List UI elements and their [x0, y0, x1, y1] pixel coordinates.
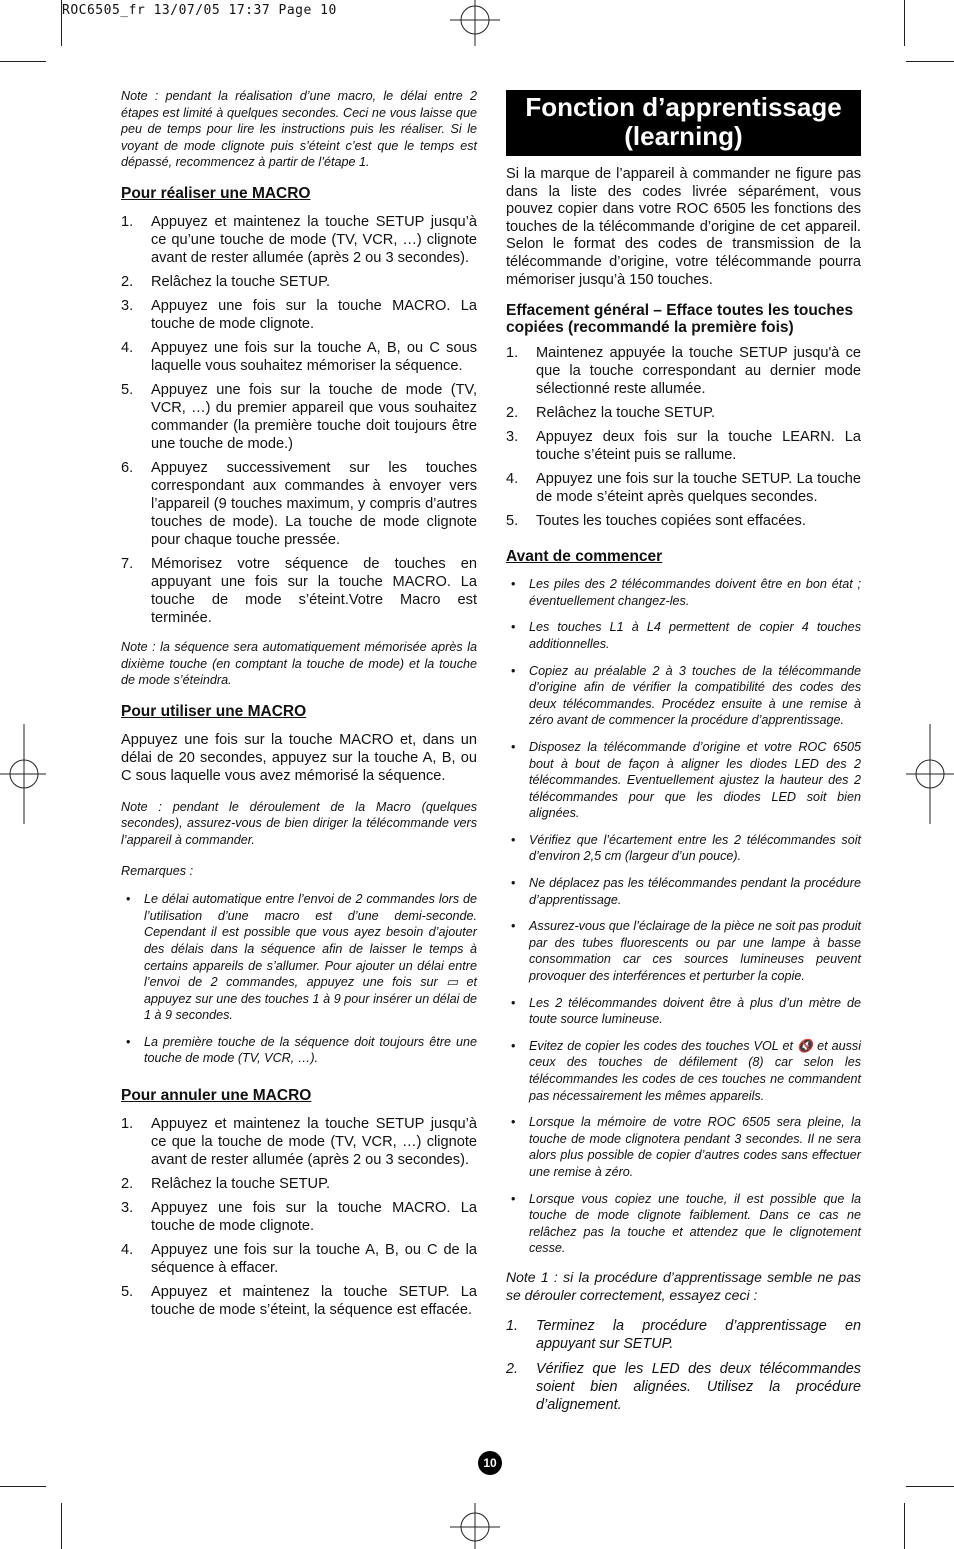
- list-item: • Lorsque vous copiez une touche, il est possible que la touche de mode clignote faiblement. Dans ce cas ne relâchez pas la touche et attendez que le clignotement cesse.: [506, 1191, 861, 1257]
- list-item: 3. Appuyez une fois sur la touche MACRO. La touche de mode clignote.: [121, 297, 477, 332]
- registration-mark-icon: [0, 724, 46, 824]
- list-item: 2. Relâchez la touche SETUP.: [121, 1176, 331, 1193]
- registration-mark-icon: [450, 0, 500, 46]
- list-item: • Disposez la télécommande d’origine et votre ROC 6505 bout à bout de façon à aligner les diodes LED des 2 télécommandes. Eventuellement ajustez la hauteur des 2 télécommandes pour que les diodes LED soit bien alignées.: [506, 739, 861, 822]
- crop-mark: [61, 1503, 62, 1549]
- list-item: 5. Appuyez une fois sur la touche de mode (TV, VCR, …) du premier appareil que vous souhaitez commander (la première touche doit toujours être une touche de mode.): [121, 381, 477, 452]
- utiliser-text: Appuyez une fois sur la touche MACRO et, dans un délai de 20 secondes, appuyez sur la touche A, B, ou C sous laquelle vous avez mémorisé la séquence.: [121, 731, 477, 784]
- note-final: Note 1 : si la procédure d’apprentissage semble ne pas se dérouler correctement, essayez ceci :: [506, 1268, 861, 1303]
- list-item: 1. Appuyez et maintenez la touche SETUP jusqu’à ce qu’une touche de mode (TV, VCR, …) clignote avant de rester allumée (après 2 ou 3 secondes).: [121, 213, 477, 266]
- list-item: • Copiez au préalable 2 à 3 touches de la télécommande d’origine afin de vérifier la compatibilité des codes des deux télécommandes. Procédez ensuite à une remise à zéro avant de commencer la procédure d’apprentissage.: [506, 663, 861, 729]
- list-item: • Les piles des 2 télécommandes doivent être en bon état ; éventuellement changez-les.: [506, 576, 861, 609]
- list-item: • Les touches L1 à L4 permettent de copier 4 touches additionnelles.: [506, 619, 861, 652]
- note-auto-memorize: Note : la séquence sera automatiquement mémorisée après la dixième touche (en comptant la touche de mode) et la touche de mode s’éteindra.: [121, 639, 477, 688]
- list-item: 4. Appuyez une fois sur la touche SETUP. La touche de mode s’éteint après quelques secondes.: [506, 471, 861, 506]
- list-item: 2. Vérifiez que les LED des deux télécommandes soient bien alignées. Utilisez la procédure d’alignement.: [506, 1361, 861, 1413]
- list-item: • La première touche de la séquence doit toujours être une touche de mode (TV, VCR, …).: [121, 1034, 477, 1067]
- final-steps: [506, 1318, 861, 1414]
- page-number-badge: 10: [478, 1451, 502, 1475]
- heading-utiliser-macro: Pour utiliser une MACRO: [121, 702, 307, 720]
- registration-mark-icon: [450, 1503, 500, 1549]
- list-item: 2. Relâchez la touche SETUP.: [121, 273, 331, 290]
- note-macro-delay: Note : pendant la réalisation d’une macro, le délai entre 2 étapes est limité à quelques secondes. Ceci ne vous laisse que peu de temps pour lire les instructions puis les réaliser. Si le voyant de mode clignote puis s’éteint c’est que le temps est dépassé, recommencez à partir de l’étape 1.: [121, 89, 477, 170]
- list-item: 3. Appuyez une fois sur la touche MACRO. La touche de mode clignote.: [121, 1200, 477, 1235]
- crop-mark: [906, 61, 954, 62]
- realiser-steps: [121, 213, 477, 627]
- list-item: • Les 2 télécommandes doivent être à plus d’un mètre de toute source lumineuse.: [506, 995, 861, 1028]
- learning-intro: Si la marque de l’appareil à commander ne figure pas dans la liste des codes livrée séparément, vous pouvez copier dans votre ROC 6505 les fonctions des touches de la télécommande d’origine de cet appareil. Selon le format des codes de transmission de la télécommande d’origine, votre télécommande pourra mémoriser jusqu’à 150 touches.: [506, 166, 861, 288]
- list-item: 3. Appuyez deux fois sur la touche LEARN. La touche s’éteint puis se rallume.: [506, 429, 861, 464]
- list-item: • Assurez-vous que l’éclairage de la pièce ne soit pas produit par des tubes fluorescents ou par une lampe à basse consommation car ces sources lumineuses peuvent provoquer des interférences et perturber la copie.: [506, 918, 861, 984]
- avant-list: [506, 576, 861, 1257]
- list-item: 1. Appuyez et maintenez la touche SETUP jusqu’à ce que la touche de mode (TV, VCR, …) clignote avant de rester allumée (après 2 ou 3 secondes).: [121, 1116, 477, 1169]
- list-item: 6. Appuyez successivement sur les touches correspondant aux commandes à envoyer vers l’appareil (9 touches maximum, y compris d’autres touches de mode). La touche de mode clignote pour chaque touche pressée.: [121, 459, 477, 548]
- section-banner-title: Fonction d’apprentissage (learning): [506, 90, 861, 156]
- print-slug: ROC6505_fr 13/07/05 17:37 Page 10: [62, 3, 337, 18]
- left-column: [121, 88, 477, 1331]
- list-item: • Ne déplacez pas les télécommandes pendant la procédure d’apprentissage.: [506, 875, 861, 908]
- note-direction: Note : pendant le déroulement de la Macro (quelques secondes), assurez-vous de bien diriger la télécommande vers l’appareil à commander.: [121, 799, 477, 847]
- crop-mark: [906, 1486, 954, 1487]
- list-item: 7. Mémorisez votre séquence de touches en appuyant une fois sur la touche MACRO. La touche de mode s’éteint.Votre Macro est terminée.: [121, 555, 477, 626]
- list-item: 4. Appuyez une fois sur la touche A, B, ou C de la séquence à effacer.: [121, 1242, 477, 1277]
- list-item: 1. Maintenez appuyée la touche SETUP jusqu'à ce que la touche correspondant au dernier mode sélectionné reste allumée.: [506, 345, 861, 398]
- heading-realiser-macro: Pour réaliser une MACRO: [121, 184, 311, 202]
- remarques-list: [121, 891, 477, 1067]
- remarques-label: Remarques :: [121, 863, 194, 878]
- list-item: 5. Toutes les touches copiées sont effacées.: [506, 513, 806, 530]
- right-column: [506, 88, 861, 1422]
- list-item: • Lorsque la mémoire de votre ROC 6505 sera pleine, la touche de mode clignotera pendant 3 secondes. Il ne sera alors plus possible de copier d’autres codes sans effectuer une remise à zéro.: [506, 1114, 861, 1180]
- list-item: 5. Appuyez et maintenez la touche SETUP. La touche de mode s’éteint, la séquence est effacée.: [121, 1284, 477, 1319]
- list-item: • Vérifiez que l’écartement entre les 2 télécommandes soit d’environ 2,5 cm (largeur d’un pouce).: [506, 832, 861, 865]
- crop-mark: [904, 0, 905, 46]
- list-item: 1. Terminez la procédure d’apprentissage en appuyant sur SETUP.: [506, 1318, 861, 1352]
- registration-mark-icon: [906, 724, 954, 824]
- list-item: • Le délai automatique entre l’envoi de 2 commandes lors de l’utilisation d’une macro est d’une demi-seconde. Cependant il est possible que vous ayez besoin d’ajouter des délais dans la séquence afin de laisser le temps à certains appareils de s’allumer. Pour ajouter un délai entre l’envoi de 2 commandes, appuyez une fois sur ▭ et appuyez sur une des touches 1 à 9 pour insérer un délai de 1 à 9 secondes.: [121, 891, 477, 1024]
- crop-mark: [0, 61, 46, 62]
- crop-mark: [61, 0, 62, 46]
- heading-avant-commencer: Avant de commencer: [506, 548, 663, 566]
- list-item: 2. Relâchez la touche SETUP.: [506, 405, 716, 422]
- annuler-steps: [121, 1115, 477, 1319]
- list-item: 4. Appuyez une fois sur la touche A, B, ou C sous laquelle vous souhaitez mémoriser la séquence.: [121, 339, 477, 374]
- heading-effacement: Effacement général – Efface toutes les touches copiées (recommandé la première fois): [506, 302, 854, 336]
- heading-annuler-macro: Pour annuler une MACRO: [121, 1087, 312, 1105]
- effacement-steps: [506, 344, 861, 530]
- crop-mark: [904, 1503, 905, 1549]
- list-item: • Evitez de copier les codes des touches VOL et 🔇 et aussi ceux des touches de défilement (8) car selon les télécommandes les codes de ces touches ne commandent pas nécessairement les mêmes appareils.: [506, 1038, 861, 1104]
- crop-mark: [0, 1486, 46, 1487]
